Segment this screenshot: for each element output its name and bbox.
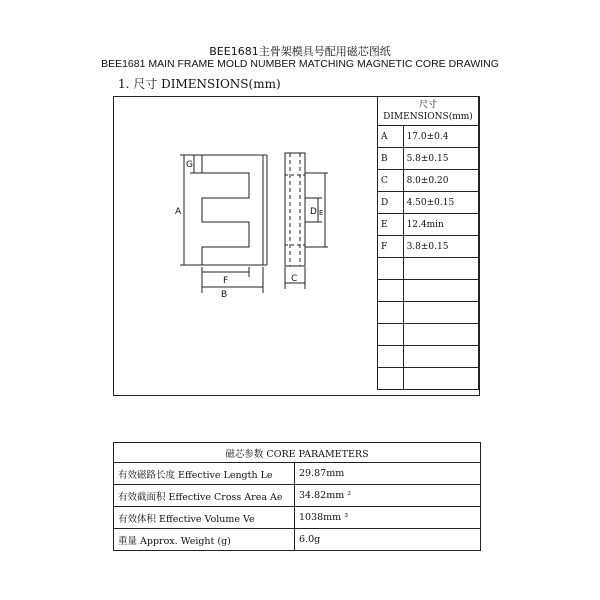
empty-row xyxy=(378,368,479,390)
section-heading: 1. 尺寸 DIMENSIONS(mm) xyxy=(118,77,281,91)
empty-row xyxy=(378,280,479,302)
dim-value: 3.8±0.15 xyxy=(403,236,478,258)
param-value: 1038mm ³ xyxy=(295,507,481,529)
dim-value: 17.0±0.4 xyxy=(403,126,478,148)
dimensions-table xyxy=(377,96,479,390)
table-row xyxy=(378,192,479,214)
dim-value: 12.4min xyxy=(403,214,478,236)
label-d: D xyxy=(310,207,317,217)
label-e: E xyxy=(319,209,324,217)
table-row xyxy=(114,507,481,529)
param-value: 34.82mm ² xyxy=(295,485,481,507)
core-parameters-header: 磁芯参数 CORE PARAMETERS xyxy=(114,443,481,463)
dimensions-header-en: DIMENSIONS(mm) xyxy=(383,112,473,122)
dim-key: C xyxy=(378,170,404,192)
param-label: 有效体积 Effective Volume Ve xyxy=(114,507,295,529)
label-a: A xyxy=(175,207,182,217)
dimensions-header-cn: 尺寸 xyxy=(418,100,437,110)
empty-row xyxy=(378,258,479,280)
dim-value: 8.0±0.20 xyxy=(403,170,478,192)
table-row xyxy=(114,463,481,485)
title-english: BEE1681 MAIN FRAME MOLD NUMBER MATCHING MAGNETIC CORE DRAWING xyxy=(101,58,499,70)
dim-value: 4.50±0.15 xyxy=(403,192,478,214)
title-chinese: BEE1681主骨架模具号配用磁芯图纸 xyxy=(209,45,391,58)
dimension-frame xyxy=(113,96,480,396)
dim-key: D xyxy=(378,192,404,214)
empty-row xyxy=(378,324,479,346)
table-row xyxy=(378,126,479,148)
table-row xyxy=(378,170,479,192)
table-row xyxy=(378,214,479,236)
param-label: 有效磁路长度 Effective Length Le xyxy=(114,463,295,485)
label-c: C xyxy=(291,274,298,284)
param-value: 29.87mm xyxy=(295,463,481,485)
param-value: 6.0g xyxy=(295,529,481,551)
label-b: B xyxy=(221,290,228,300)
empty-row xyxy=(378,346,479,368)
dim-value: 5.8±0.15 xyxy=(403,148,478,170)
label-g: G xyxy=(186,160,193,170)
empty-row xyxy=(378,302,479,324)
label-f: F xyxy=(223,276,229,286)
table-row xyxy=(378,236,479,258)
dim-key: E xyxy=(378,214,404,236)
param-label: 重量 Approx. Weight (g) xyxy=(114,529,295,551)
dim-key: A xyxy=(378,126,404,148)
param-label: 有效截面积 Effective Cross Area Ae xyxy=(114,485,295,507)
table-row xyxy=(114,485,481,507)
table-row xyxy=(378,148,479,170)
core-side-view xyxy=(285,153,305,266)
core-parameters-table xyxy=(113,442,481,551)
core-front-view xyxy=(202,155,263,265)
core-drawing xyxy=(114,97,377,395)
dim-key: F xyxy=(378,236,404,258)
dimensions-header xyxy=(378,97,479,126)
table-row xyxy=(114,529,481,551)
dim-key: B xyxy=(378,148,404,170)
